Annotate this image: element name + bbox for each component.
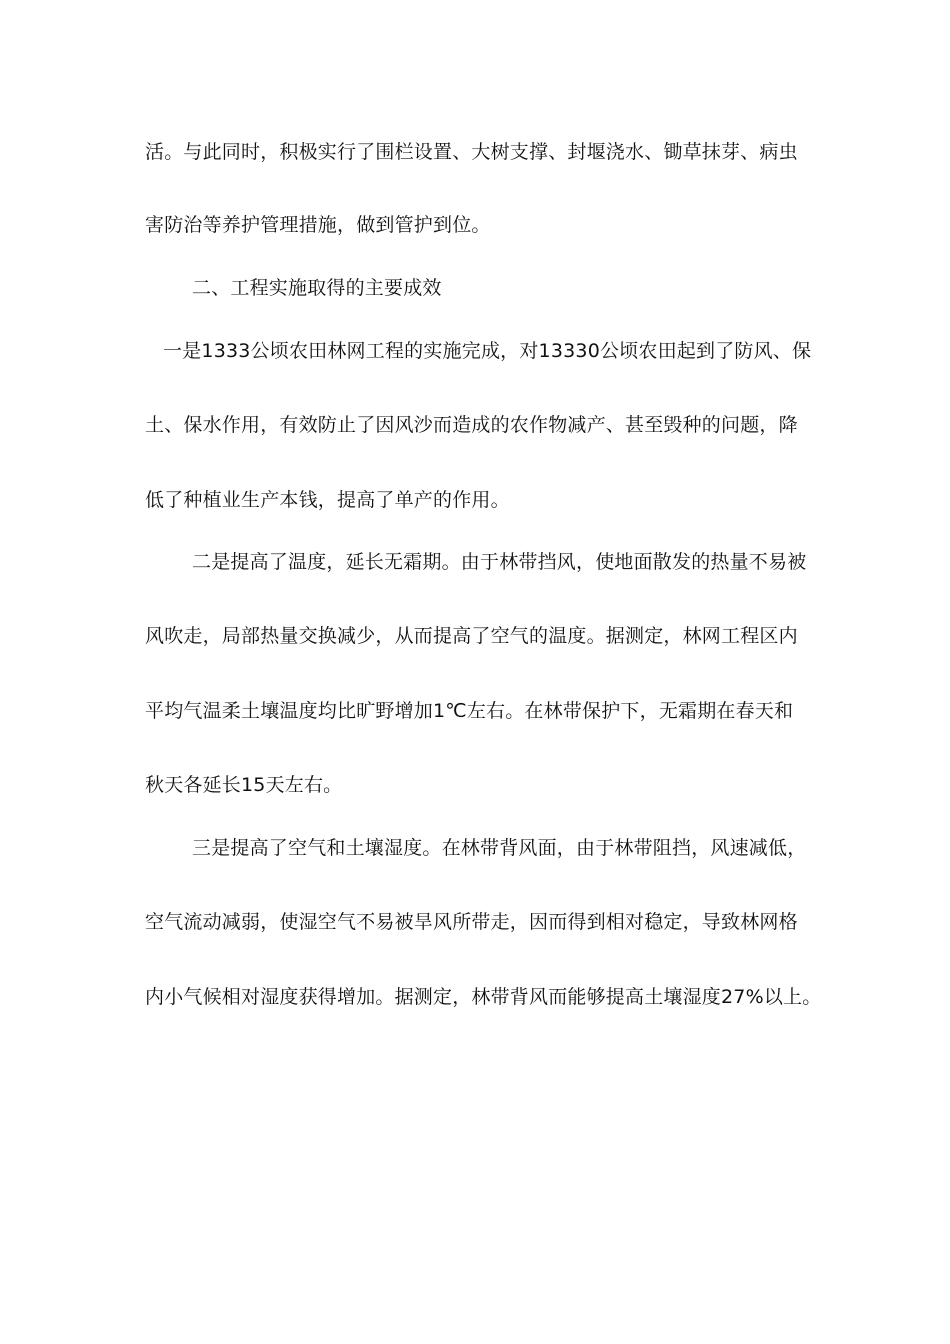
text-line: 秋天各延长15天左右。 — [145, 774, 343, 796]
text-line: 低了种植业生产本钱，提高了单产的作用。 — [145, 489, 510, 511]
text-line: 二是提高了温度，延长无霜期。由于林带挡风，使地面散发的热量不易被 — [192, 551, 807, 573]
text-line: 土、保水作用，有效防止了因风沙而造成的农作物减产、甚至毁种的问题，降 — [145, 414, 798, 436]
text-line: 空气流动减弱，使湿空气不易被旱风所带走，因而得到相对稳定，导致林网格 — [145, 911, 798, 933]
text-line: 害防治等养护管理措施，做到管护到位。 — [145, 214, 491, 236]
text-line: 一是1333公顷农田林网工程的实施完成，对13330公顷农田起到了防风、保 — [163, 340, 812, 362]
section-heading: 二、工程实施取得的主要成效 — [192, 277, 442, 299]
text-line: 平均气温柔土壤温度均比旷野增加1℃左右。在林带保护下，无霜期在春天和 — [145, 700, 794, 722]
text-line: 三是提高了空气和土壤湿度。在林带背风面，由于林带阻挡，风速减低， — [192, 837, 807, 859]
text-line: 风吹走，局部热量交换减少，从而提高了空气的温度。据测定，林网工程区内 — [145, 625, 798, 647]
text-line: 活。与此同时，积极实行了围栏设置、大树支撑、封堰浇水、锄草抹芽、病虫 — [145, 141, 798, 163]
text-line: 内小气候相对湿度获得增加。据测定，林带背风而能够提高土壤湿度27%以上。 — [145, 986, 822, 1008]
